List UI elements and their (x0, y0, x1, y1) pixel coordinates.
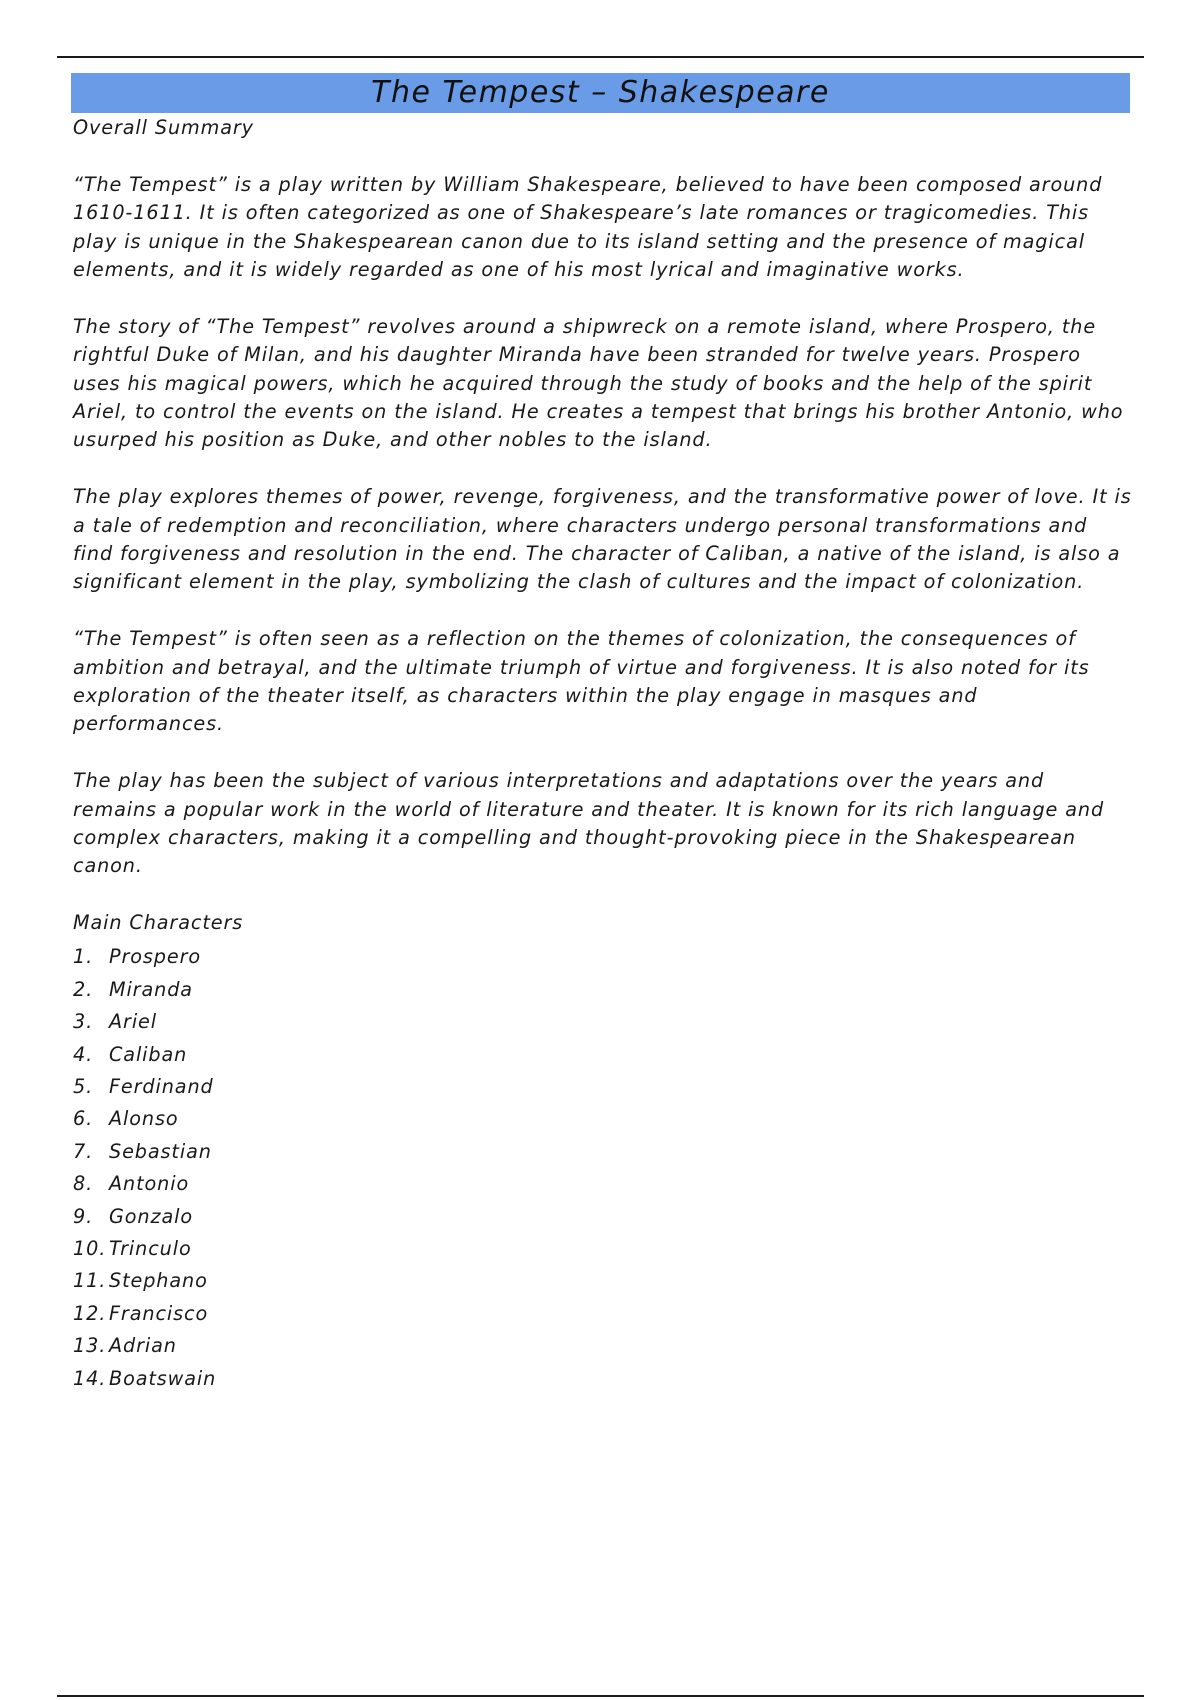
list-item (73, 1039, 1133, 1071)
list-number: 3. (73, 1010, 94, 1034)
list-item (73, 1298, 1133, 1330)
summary-paragraph: The play has been the subject of various interpretations and adaptations over the years and remains a popular work in the world of literature and theater. It is known for its rich language and complex characters, making it a compelling and thought-provoking piece in the Shakespearean canon. (73, 769, 1105, 878)
list-item (73, 1363, 1133, 1395)
list-item (73, 1071, 1133, 1103)
list-item (73, 1136, 1133, 1168)
summary-paragraph: The story of “The Tempest” revolves around a shipwreck on a remote island, where Prospero, the rightful Duke of Milan, and his daughter Miranda have been stranded for twelve years. Prospero uses his magical powers, which he acquired through the study of books and the help of the spirit Ariel, to control the events on the island. He creates a tempest that brings his brother Antonio, who usurped his position as Duke, and other nobles to the island. (73, 314, 1124, 452)
list-item (73, 974, 1133, 1006)
list-number: 1. (73, 945, 94, 969)
character-name: Francisco (109, 1301, 209, 1325)
list-item (73, 1168, 1133, 1200)
list-number: 14. (73, 1366, 107, 1390)
list-number: 8. (73, 1172, 94, 1196)
list-number: 5. (73, 1074, 94, 1098)
character-name: Adrian (109, 1334, 177, 1358)
list-item (73, 1103, 1133, 1135)
character-name: Alonso (109, 1107, 179, 1131)
character-name: Miranda (109, 977, 193, 1001)
list-number: 7. (73, 1139, 94, 1163)
list-number: 12. (73, 1301, 107, 1325)
list-item (73, 1201, 1133, 1233)
summary-paragraph: “The Tempest” is often seen as a reflection on the themes of colonization, the consequences of ambition and betrayal, and the ultimate triumph of virtue and forgiveness. It is also noted for its exploration of the theater itself, as characters within the play engage in masques and performances. (73, 627, 1090, 736)
summary-paragraph: “The Tempest” is a play written by William Shakespeare, believed to have been composed around 1610-1611. It is often categorized as one of Shakespeare’s late romances or tragicomedies. This play is unique in the Shakespearean canon due to its island setting and the presence of magical elements, and it is widely regarded as one of his most lyrical and imaginative works. (73, 172, 1103, 282)
document-body (73, 114, 1133, 1395)
list-item (73, 1265, 1133, 1297)
top-divider (57, 56, 1144, 58)
list-number: 13. (73, 1334, 107, 1358)
character-name: Sebastian (109, 1139, 212, 1163)
list-item (73, 1233, 1133, 1265)
characters-heading: Main Characters (73, 910, 244, 934)
list-number: 10. (73, 1236, 107, 1260)
list-item (73, 1006, 1133, 1038)
character-name: Boatswain (109, 1366, 217, 1390)
character-name: Stephano (109, 1269, 208, 1293)
summary-paragraph: The play explores themes of power, revenge, forgiveness, and the transformative power of love. It is a tale of redemption and reconciliation, where characters undergo personal transformations and find forgiveness and resolution in the end. The character of Caliban, a native of the island, is also a significant element in the play, symbolizing the clash of cultures and the impact of colonization. (73, 485, 1132, 594)
list-item (73, 1330, 1133, 1362)
character-name: Antonio (109, 1172, 190, 1196)
character-name: Gonzalo (109, 1204, 193, 1228)
title-banner (71, 73, 1130, 113)
list-item (73, 941, 1133, 973)
document-title: The Tempest – Shakespeare (371, 75, 830, 110)
character-name: Ariel (109, 1010, 157, 1034)
summary-heading: Overall Summary (73, 116, 254, 139)
character-name: Prospero (109, 945, 202, 969)
bottom-divider (57, 1695, 1144, 1697)
list-number: 9. (73, 1204, 94, 1228)
list-number: 4. (73, 1042, 94, 1066)
character-name: Trinculo (109, 1236, 192, 1260)
character-name: Caliban (109, 1042, 188, 1066)
list-number: 2. (73, 977, 94, 1001)
list-number: 6. (73, 1107, 94, 1131)
list-number: 11. (73, 1269, 107, 1293)
character-name: Ferdinand (109, 1074, 214, 1098)
character-list (73, 941, 1133, 1395)
